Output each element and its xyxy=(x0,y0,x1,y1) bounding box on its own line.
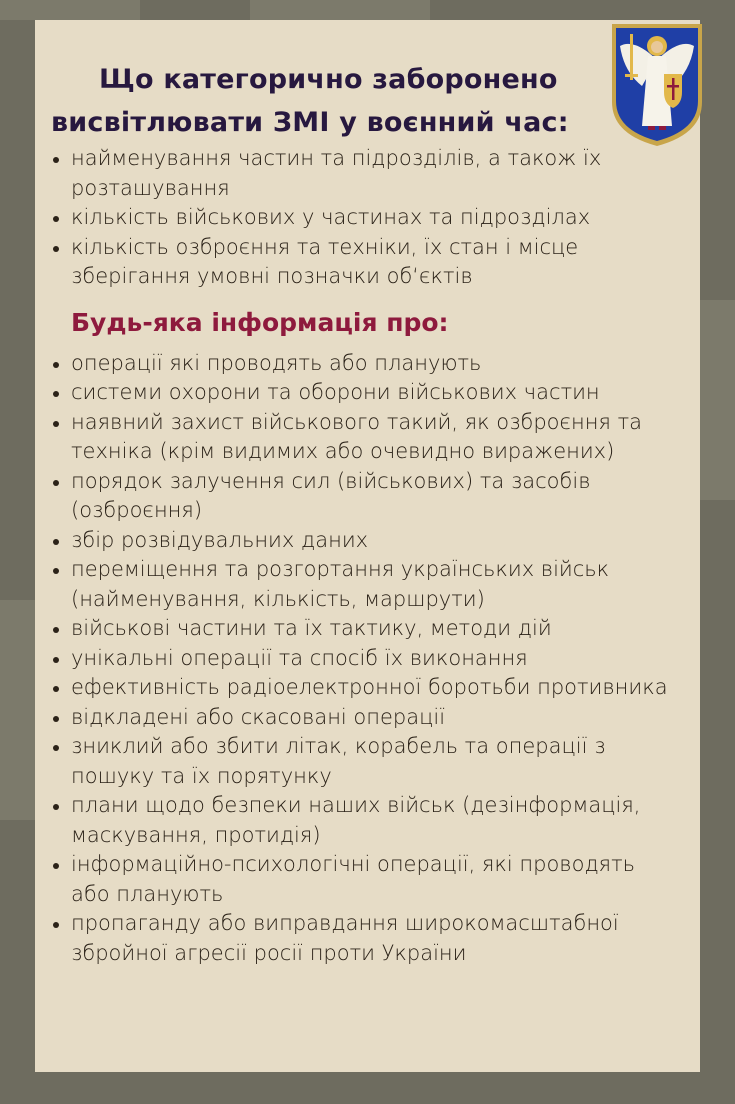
list-item: пропаганду або виправдання широкомасштабної збройної агресії росії проти України xyxy=(51,909,680,968)
list-item: ефективність радіоелектронної боротьби противника xyxy=(51,673,680,703)
background-tile xyxy=(0,600,35,820)
background-tile xyxy=(250,0,430,20)
list-item: збір розвідувальних даних xyxy=(51,526,680,556)
list-item: відкладені або скасовані операції xyxy=(51,703,680,733)
page-title xyxy=(51,58,680,144)
kyiv-coat-of-arms-icon xyxy=(610,22,704,148)
list-item: військові частини та їх тактику, методи дій xyxy=(51,614,680,644)
background-tile xyxy=(0,0,140,20)
list-item: системи охорони та оборони військових частин xyxy=(51,378,680,408)
information-list xyxy=(51,349,680,969)
prohibited-list xyxy=(51,144,680,292)
list-item: найменування частин та підрозділів, а також їх розташування xyxy=(51,144,680,203)
list-item: порядок залучення сил (військових) та засобів (озброєння) xyxy=(51,467,680,526)
title-line-1: Що категорично заборонено xyxy=(99,64,558,95)
list-item: унікальні операції та спосіб їх виконання xyxy=(51,644,680,674)
list-item: кількість озброєння та техніки, їх стан і місце зберігання умовні позначки об‘єктів xyxy=(51,233,680,292)
background-tile xyxy=(700,300,735,500)
info-card xyxy=(35,20,700,1072)
list-item: переміщення та розгортання українських військ (найменування, кількість, маршрути) xyxy=(51,555,680,614)
list-item: зниклий або збити літак, корабель та операції з пошуку та їх порятунку xyxy=(51,732,680,791)
list-item: кількість військових у частинах та підрозділах xyxy=(51,203,680,233)
list-item: плани щодо безпеки наших військ (дезінформація, маскування, протидія) xyxy=(51,791,680,850)
list-item: інформаційно-психологічні операції, які проводять або планують xyxy=(51,850,680,909)
section-subtitle: Будь-яка інформація про: xyxy=(71,307,449,337)
title-line-2: висвітлювати ЗМІ у воєнний час: xyxy=(51,107,569,138)
list-item: наявний захист військового такий, як озброєння та техніка (крім видимих або очевидно виражених) xyxy=(51,408,680,467)
list-item: операції які проводять або планують xyxy=(51,349,680,379)
